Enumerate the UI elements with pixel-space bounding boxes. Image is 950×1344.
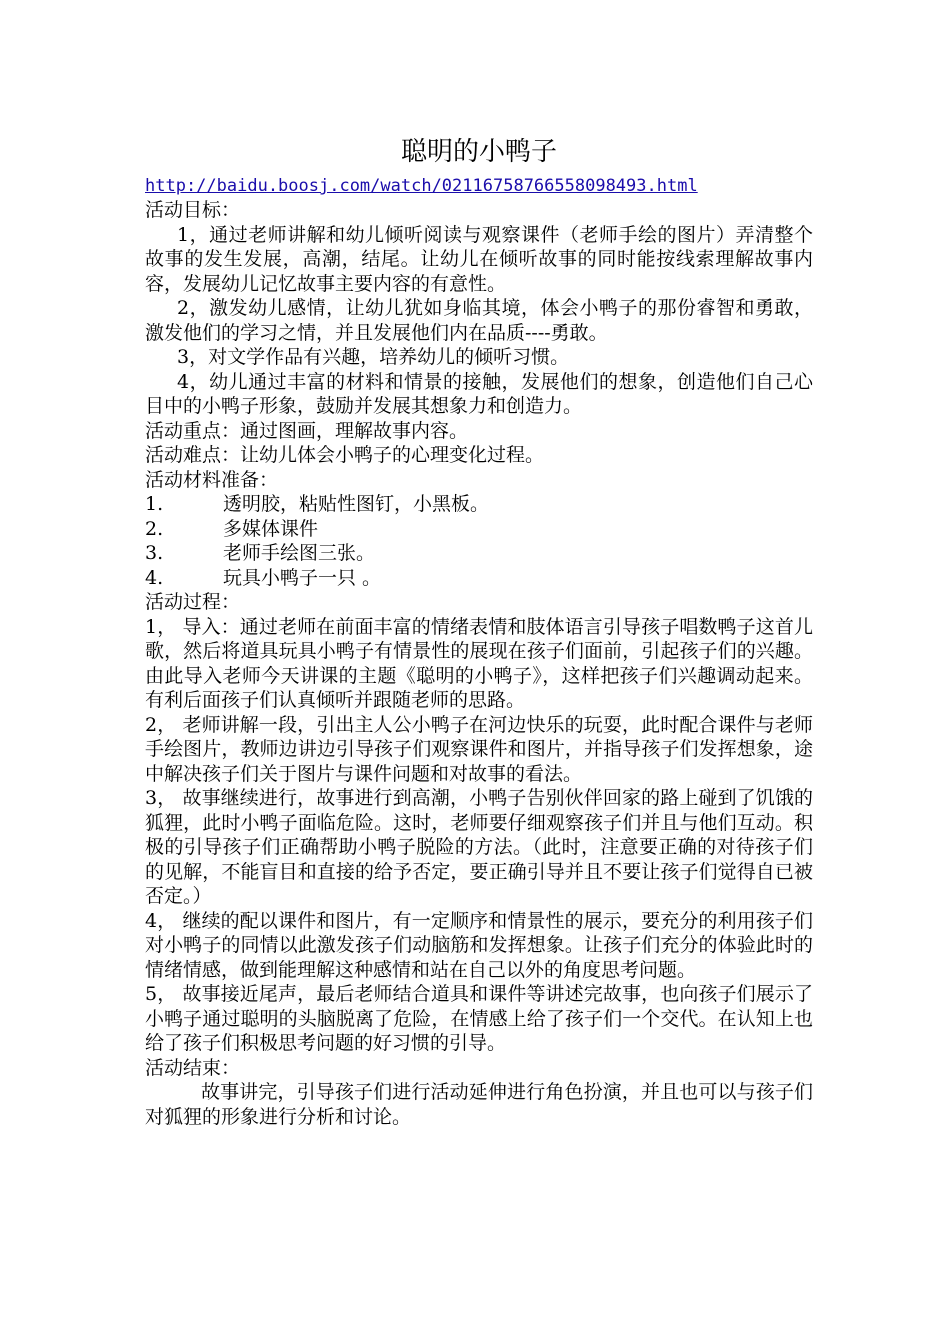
process-step-3: 3， 故事继续进行，故事进行到高潮，小鸭子告别伙伴回家的路上碰到了饥饿的狐狸，此时小鸭子面临危险。这时，老师要仔细观察孩子们并且与他们互动。积极的引导孩子们正确帮助小鸭子脱险的方法。（此时，注意要正确的对待孩子们的见解，不能盲目和直接的给予否定，要正确引导并且不要让孩子们觉得自已被否定。） <box>145 787 813 907</box>
goals-heading: 活动目标： <box>145 199 241 221</box>
goal-item-1: 1，通过老师讲解和幼儿倾听阅读与观察课件（老师手绘的图片）弄清整个故事的发生发展，高潮，结尾。让幼儿在倾听故事的同时能按线索理解故事内容，发展幼儿记忆故事主要内容的有意性。 <box>145 223 813 295</box>
material-item <box>145 517 813 542</box>
material-number: 3. <box>145 542 164 564</box>
material-text: 透明胶，粘贴性图钉，小黑板。 <box>223 493 490 515</box>
materials-heading: 活动材料准备： <box>145 468 279 491</box>
video-link[interactable]: http://baidu.boosj.com/watch/02116758766558098493.html <box>145 176 698 196</box>
key-point: 活动重点：通过图画，理解故事内容。 <box>145 419 469 442</box>
material-number: 1. <box>145 493 164 515</box>
process-step-5: 5， 故事接近尾声，最后老师结合道具和课件等讲述完故事，也向孩子们展示了小鸭子通过聪明的头脑脱离了危险，在情感上给了孩子们一个交代。在认知上也给了孩子们积极思考问题的好习惯的引导。 <box>145 983 813 1054</box>
goal-item-3: 3，对文学作品有兴趣，培养幼儿的倾听习惯。 <box>177 346 570 368</box>
material-item <box>145 492 813 517</box>
material-item <box>145 566 813 591</box>
document-page <box>145 134 813 1129</box>
process-step-1: 1， 导入：通过老师在前面丰富的情绪表情和肢体语言引导孩子唱数鸭子这首儿歌，然后将道具玩具小鸭子有情景性的展现在孩子们面前，引起孩子们的兴趣。由此导入老师今天讲课的主题《聪明的小鸭子》，这样把孩子们兴趣调动起来。有利后面孩子们认真倾听并跟随老师的思路。 <box>145 615 813 711</box>
material-number: 2. <box>145 517 164 540</box>
ending-text: 故事讲完，引导孩子们进行活动延伸进行角色扮演，并且也可以与孩子们对狐狸的形象进行分析和讨论。 <box>145 1081 813 1128</box>
material-text: 多媒体课件 <box>223 517 319 540</box>
material-number: 4. <box>145 566 164 589</box>
goal-item-4: 4，幼儿通过丰富的材料和情景的接触，发展他们的想象，创造他们自己心目中的小鸭子形象，鼓励并发展其想象力和创造力。 <box>145 370 813 417</box>
ending-heading: 活动结束： <box>145 1056 241 1079</box>
process-step-4: 4， 继续的配以课件和图片，有一定顺序和情景性的展示，要充分的利用孩子们对小鸭子的同情以此激发孩子们动脑筋和发挥想象。让孩子们充分的体验此时的情绪情感，做到能理解这种感情和站在自己以外的角度思考问题。 <box>145 909 813 981</box>
material-item <box>145 541 813 566</box>
material-text: 老师手绘图三张。 <box>223 542 376 564</box>
difficulty: 活动难点：让幼儿体会小鸭子的心理变化过程。 <box>145 444 545 466</box>
goal-item-2: 2，激发幼儿感情，让幼儿犹如身临其境，体会小鸭子的那份睿智和勇敢，激发他们的学习之情，并且发展他们内在品质----勇敢。 <box>145 297 813 344</box>
process-heading: 活动过程： <box>145 591 241 613</box>
document-title: 聪明的小鸭子 <box>400 137 557 167</box>
process-step-2: 2， 老师讲解一段，引出主人公小鸭子在河边快乐的玩耍，此时配合课件与老师手绘图片，教师边讲边引导孩子们观察课件和图片，并指导孩子们发挥想象，途中解决孩子们关于图片与课件问题和对故事的看法。 <box>145 713 813 785</box>
material-text: 玩具小鸭子一只 。 <box>223 566 382 589</box>
